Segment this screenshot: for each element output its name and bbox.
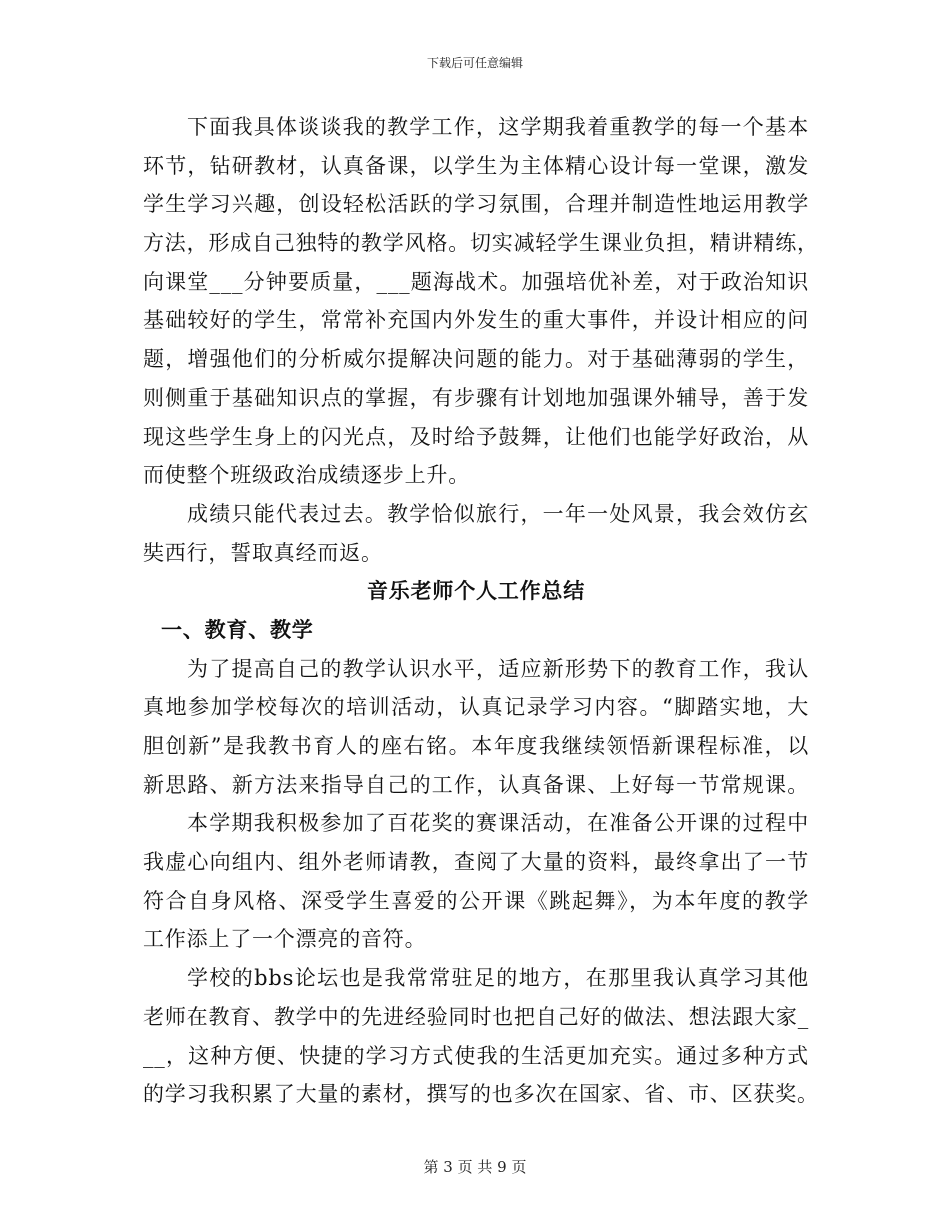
document-body [143,108,819,1114]
paragraph-line: 学生学习兴趣，创设轻松活跃的学习氛围，合理并制造性地运用教学 [143,192,809,217]
paragraph-line: 环节，钻研教材，认真备课，以学生为主体精心设计每一堂课，激发 [143,153,809,178]
paragraph-line: 的学习我积累了大量的素材，撰写的也多次在国家、省、市、区获奖。 [143,1082,819,1107]
paragraph-line: 下面我具体谈谈我的教学工作，这学期我着重教学的每一个基本 [187,115,809,139]
paragraph-line: 学校的bbs论坛也是我常常驻足的地方，在那里我认真学习其他 [187,966,809,991]
paragraph-line: 符合自身风格、深受学生喜爱的公开课《跳起舞》，为本年度的教学 [143,888,809,913]
paragraph-line: 基础较好的学生，常常补充国内外发生的重大事件，并设计相应的问 [143,308,809,333]
paragraph-line: 为了提高自己的教学认识水平，适应新形势下的教育工作，我认 [187,656,809,681]
paragraph-line: 工作添上了一个漂亮的音符。 [143,927,427,952]
paragraph-line: 向课堂___分钟要质量，___题海战术。加强培优补差，对于政治知识 [143,269,809,294]
page-header: 下载后可任意编辑 [426,56,523,70]
paragraph-line: 而使整个班级政治成绩逐步上升。 [143,463,470,488]
paragraph-1 [143,108,819,495]
paragraph-line: 则侧重于基础知识点的掌握，有步骤有计划地加强课外辅导，善于发 [143,385,809,410]
paragraph-line: 奘西行，誓取真经而返。 [143,540,383,565]
page-footer: 第 3 页 共 9 页 [423,1158,527,1176]
paragraph-line: 真地参加学校每次的培训活动，认真记录学习内容。“脚踏实地，大 [143,695,809,720]
paragraph-2 [143,495,809,572]
paragraph-3 [143,650,809,805]
paragraph-line: 胆创新”是我教书育人的座右铭。本年度我继续领悟新课程标准，以 [143,734,809,758]
paragraph-line: 老师在教育、教学中的先进经验同时也把自己好的做法、想法跟大家_ [143,1004,809,1029]
paragraph-line: 题，增强他们的分析威尔提解决问题的能力。对于基础薄弱的学生， [143,347,809,372]
paragraph-line: __，这种方便、快捷的学习方式使我的生活更加充实。通过多种方式 [143,1043,809,1068]
paragraph-line: 现这些学生身上的闪光点，及时给予鼓舞，让他们也能学好政治，从 [143,424,809,449]
paragraph-line: 成绩只能代表过去。教学恰似旅行，一年一处风景，我会效仿玄 [187,501,809,526]
section-heading: 一、教育、教学 [161,616,314,642]
paragraph-line: 方法，形成自己独特的教学风格。切实减轻学生课业负担，精讲精练， [143,231,819,256]
paragraph-line: 新思路、新方法来指导自己的工作，认真备课、上好每一节常规课。 [143,772,809,797]
paragraph-line: 我虚心向组内、组外老师请教，查阅了大量的资料，最终拿出了一节 [143,850,809,875]
paragraph-4 [143,804,809,959]
paragraph-line: 本学期我积极参加了百花奖的赛课活动，在准备公开课的过程中 [187,811,809,836]
paragraph-5 [143,959,819,1114]
section-title: 音乐老师个人工作总结 [367,578,585,604]
